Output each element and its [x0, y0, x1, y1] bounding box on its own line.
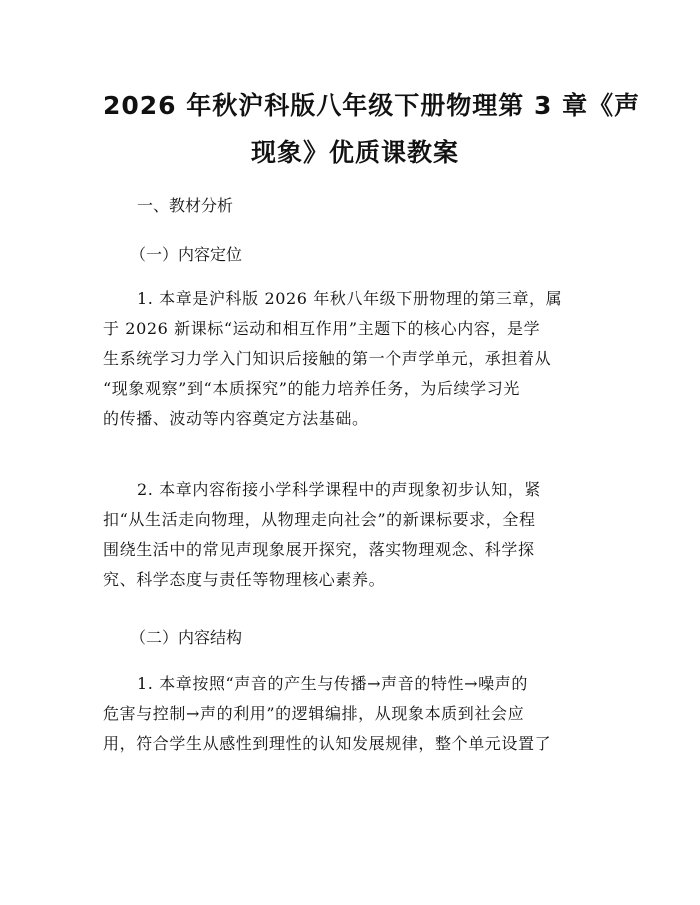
section-heading-textbook-analysis: 一、教材分析 [137, 196, 234, 215]
paragraph-2-line: 究、科学态度与责任等物理核心素养。 [103, 570, 386, 589]
paragraph-1-line: 生系统学习力学入门知识后接触的第一个声学单元，承担着从 [103, 349, 552, 368]
document-title-line-1: 2026 年秋沪科版八年级下册物理第 3 章《声 [103, 91, 641, 120]
paragraph-3-line: 用，符合学生从感性到理性的认知发展规律，整个单元设置了 [103, 734, 552, 753]
paragraph-1-line: 1. 本章是沪科版 2026 年秋八年级下册物理的第三章，属 [137, 289, 563, 308]
paragraph-1-line: 的传播、波动等内容奠定方法基础。 [103, 409, 369, 428]
paragraph-2 [103, 475, 599, 595]
paragraph-3-line: 1. 本章按照“声音的产生与传播→声音的特性→噪声的 [137, 674, 528, 693]
subsection-heading-content-positioning: （一）内容定位 [130, 245, 243, 264]
document-title-line-2: 现象》优质课教案 [251, 138, 460, 167]
paragraph-1-line: 于 2026 新课标“运动和相互作用”主题下的核心内容，是学 [103, 319, 541, 338]
paragraph-2-line: 2. 本章内容衔接小学科学课程中的声现象初步认知，紧 [137, 480, 541, 499]
paragraph-3-line: 危害与控制→声的利用”的逻辑编排，从现象本质到社会应 [103, 704, 525, 723]
paragraph-2-line: 围绕生活中的常见声现象展开探究，落实物理观念、科学探 [103, 540, 535, 559]
paragraph-1 [103, 284, 599, 434]
subsection-heading-content-structure: （二）内容结构 [130, 628, 243, 647]
paragraph-2-line: 扣“从生活走向物理，从物理走向社会”的新课标要求，全程 [103, 510, 536, 529]
paragraph-1-line: “现象观察”到“本质探究”的能力培养任务，为后续学习光 [103, 379, 520, 398]
paragraph-3 [103, 669, 599, 759]
